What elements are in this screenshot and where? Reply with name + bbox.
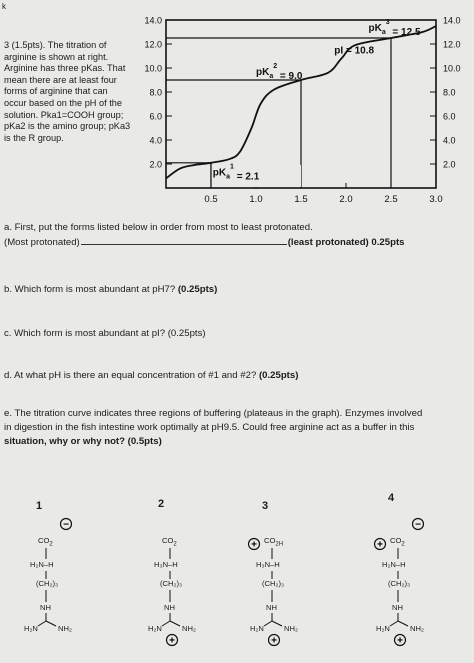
- question-c: c. Which form is most abundant at pI? (0.25pts): [4, 328, 206, 339]
- guanidino-right: NH₂: [58, 624, 72, 633]
- guanidino-left: H₂N: [148, 624, 162, 633]
- question-e-line3: situation, why or why not? (0.5pts): [4, 436, 162, 447]
- question-d-points: (0.25pts): [258, 370, 299, 381]
- guanidino-left: H₂N: [24, 624, 38, 633]
- answer-blank-a[interactable]: [81, 236, 287, 245]
- nh-link: NH: [266, 603, 277, 612]
- x-tick-label: 1.0: [249, 194, 263, 205]
- y-tick-label-left: 14.0: [144, 15, 162, 26]
- bond-line: [46, 621, 56, 626]
- carboxyl-group: $CO_2$: [38, 536, 53, 548]
- carboxyl-charge-sign: −: [63, 519, 69, 531]
- methylene-chain: (CH₂)₃: [36, 579, 59, 588]
- y-tick-label-left: 2.0: [149, 159, 162, 170]
- form-number: 3: [262, 500, 269, 512]
- stray-mark: k: [2, 2, 6, 11]
- bond-line: [398, 621, 408, 626]
- form-number: 2: [158, 498, 165, 510]
- question-b: [4, 284, 217, 295]
- guanidino-charge-sign: +: [397, 635, 403, 647]
- question-d: [4, 370, 298, 381]
- y-tick-label-left: 6.0: [149, 111, 162, 122]
- methylene-chain: (CH₂)₃: [388, 579, 411, 588]
- y-tick-label-right: 10.0: [443, 63, 461, 74]
- carboxyl-group: $CO_{2H}$: [264, 536, 284, 548]
- carboxyl-group: $CO_2$: [390, 536, 405, 548]
- guanidino-charge-sign: +: [169, 635, 175, 647]
- amino-group: H₂N–H: [30, 560, 54, 569]
- question-b-points: (0.25pts): [177, 284, 218, 295]
- bond-line: [38, 621, 46, 626]
- amino-group: H₃N–H: [256, 560, 280, 569]
- guanidino-right: NH₂: [284, 624, 298, 633]
- carboxyl-group: $CO_2$: [162, 536, 177, 548]
- amino-charge-sign: +: [251, 539, 257, 551]
- carboxyl-charge-sign: −: [415, 519, 421, 531]
- answer-line-a: [4, 236, 404, 248]
- pka2-label: pKa2 = 9.0: [256, 63, 303, 83]
- y-tick-label-right: 6.0: [443, 111, 456, 122]
- pka3-label: pKa3 = 12.5: [368, 18, 421, 38]
- arginine-form-2: [146, 492, 236, 652]
- amino-group: H₃N–H: [154, 560, 178, 569]
- y-tick-label-left: 12.0: [144, 39, 162, 50]
- y-tick-label-right: 14.0: [443, 15, 461, 26]
- arginine-form-4: [374, 492, 464, 652]
- question-b-text: b. Which form is most abundant at pH7?: [4, 284, 176, 295]
- pka1-label: pKa1 = 2.1: [212, 163, 260, 183]
- bond-line: [162, 621, 170, 626]
- nh-link: NH: [164, 603, 175, 612]
- y-tick-label-right: 8.0: [443, 87, 456, 98]
- nh-link: NH: [392, 603, 403, 612]
- question-e-line2: in digestion in the fish intestine work optimally at pH9.5. Could free arginine act as a buffer in this: [4, 422, 415, 433]
- bond-line: [272, 621, 282, 626]
- arginine-form-3: [248, 492, 338, 652]
- bond-line: [264, 621, 272, 626]
- least-protonated-label: (least protonated) 0.25pts: [287, 237, 405, 248]
- question-a: a. First, put the forms listed below in order from most to least protonated.: [4, 222, 313, 233]
- guanidino-charge-sign: +: [271, 635, 277, 647]
- methylene-chain: (CH₂)₃: [160, 579, 183, 588]
- amino-group: H₂N–H: [382, 560, 406, 569]
- y-tick-label-left: 4.0: [149, 135, 162, 146]
- y-tick-label-right: 12.0: [443, 39, 461, 50]
- nh-link: NH: [40, 603, 51, 612]
- question-d-text: d. At what pH is there an equal concentration of #1 and #2?: [4, 370, 257, 381]
- form-number: 1: [36, 500, 43, 512]
- guanidino-right: NH₂: [182, 624, 196, 633]
- guanidino-left: H₂N: [376, 624, 390, 633]
- question-e-line1: e. The titration curve indicates three regions of buffering (plateaus in the graph). Enzymes involved: [4, 408, 423, 419]
- pi-label: pI = 10.8: [334, 45, 375, 57]
- x-tick-label: 2.0: [339, 194, 353, 205]
- methylene-chain: (CH₂)₃: [262, 579, 285, 588]
- x-tick-label: 2.5: [384, 194, 398, 205]
- y-tick-label-left: 10.0: [144, 63, 162, 74]
- y-tick-label-left: 8.0: [149, 87, 162, 98]
- bond-line: [390, 621, 398, 626]
- most-protonated-label: (Most protonated): [4, 237, 80, 248]
- x-tick-label: 3.0: [429, 194, 443, 205]
- y-tick-label-right: 2.0: [443, 159, 456, 170]
- bond-line: [170, 621, 180, 626]
- guanidino-left: H₂N: [250, 624, 264, 633]
- x-tick-label: 1.5: [294, 194, 308, 205]
- amino-charge-sign: +: [377, 539, 383, 551]
- y-tick-label-right: 4.0: [443, 135, 456, 146]
- question-intro: 3 (1.5pts). The titration of arginine is shown at right. Arginine has three pKas. That mean there are at least four forms of arginine that can occur based on the pH of the solution. Pka1=COOH group; pKa2 is the amino group; pKa3 is the R group.: [4, 40, 131, 143]
- arginine-form-1: [22, 492, 112, 652]
- titration-chart: [130, 14, 466, 214]
- x-tick-label: 0.5: [204, 194, 218, 205]
- form-number: 4: [388, 492, 395, 504]
- guanidino-right: NH₂: [410, 624, 424, 633]
